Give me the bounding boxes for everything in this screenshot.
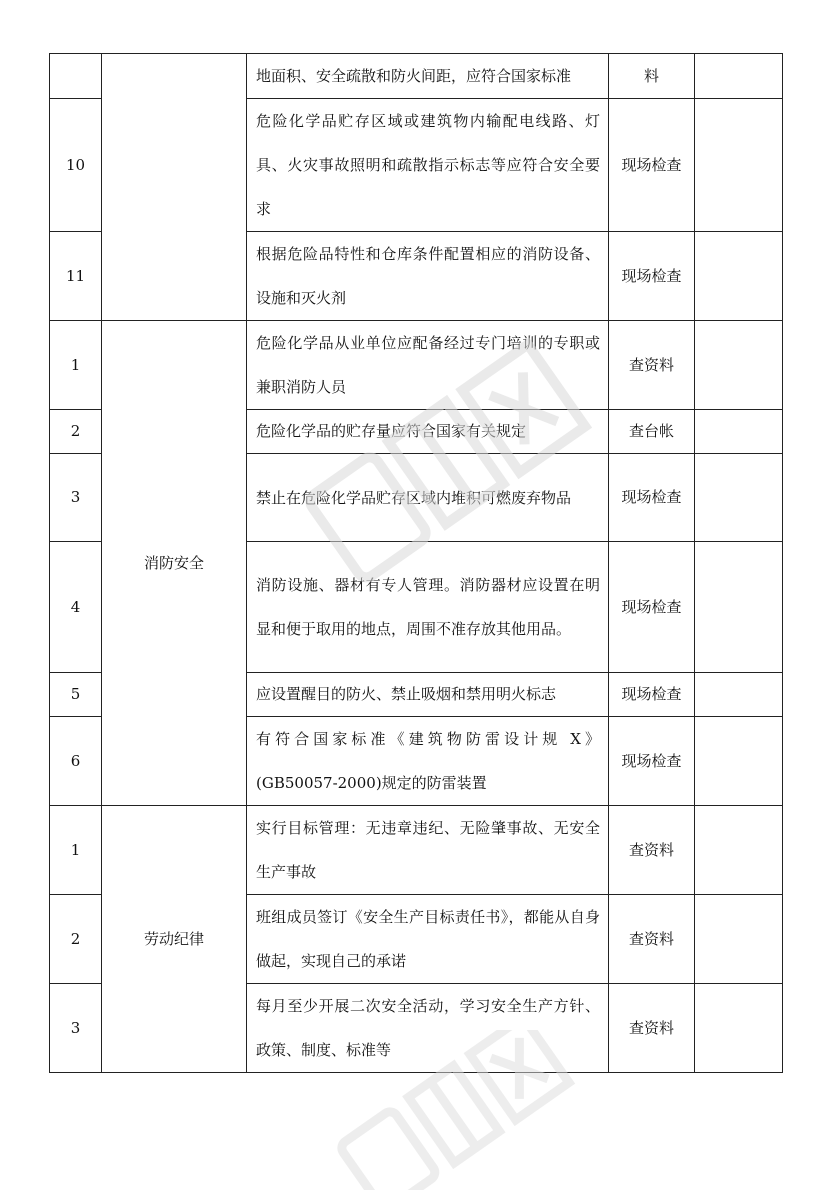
result-cell: [695, 984, 783, 1073]
row-number: 1: [50, 806, 102, 895]
result-cell: [695, 717, 783, 806]
result-cell: [695, 321, 783, 410]
table-row: [50, 806, 783, 895]
check-content: 危险化学品从业单位应配备经过专门培训的专职或兼职消防人员: [247, 321, 609, 410]
check-content: 消防设施、器材有专人管理。消防器材应设置在明显和便于取用的地点，周围不准存放其他用品。: [247, 542, 609, 673]
check-method: 现场检查: [609, 99, 695, 232]
check-content: 班组成员签订《安全生产目标责任书》，都能从自身做起，实现自己的承诺: [247, 895, 609, 984]
check-method: 查资料: [609, 984, 695, 1073]
check-content: 地面积、安全疏散和防火间距，应符合国家标准: [247, 54, 609, 99]
check-method: 查资料: [609, 806, 695, 895]
check-method: 现场检查: [609, 232, 695, 321]
check-method: 现场检查: [609, 717, 695, 806]
check-method: 查资料: [609, 321, 695, 410]
row-number: 1: [50, 321, 102, 410]
inspection-table-container: [49, 53, 783, 1073]
result-cell: [695, 232, 783, 321]
row-number: 3: [50, 454, 102, 542]
category-cell: 消防安全: [102, 321, 247, 806]
result-cell: [695, 54, 783, 99]
table-row: [50, 321, 783, 410]
row-number: [50, 54, 102, 99]
check-method: 现场检查: [609, 542, 695, 673]
row-number: 11: [50, 232, 102, 321]
check-content: 应设置醒目的防火、禁止吸烟和禁用明火标志: [247, 673, 609, 717]
check-content: 禁止在危险化学品贮存区域内堆积可燃废弃物品: [247, 454, 609, 542]
result-cell: [695, 895, 783, 984]
inspection-table: [49, 53, 783, 1073]
row-number: 10: [50, 99, 102, 232]
check-content: 危险化学品贮存区域或建筑物内输配电线路、灯具、火灾事故照明和疏散指示标志等应符合安全要求: [247, 99, 609, 232]
row-number: 3: [50, 984, 102, 1073]
result-cell: [695, 542, 783, 673]
result-cell: [695, 410, 783, 454]
row-number: 6: [50, 717, 102, 806]
check-content: 实行目标管理：无违章违纪、无险肇事故、无安全生产事故: [247, 806, 609, 895]
result-cell: [695, 454, 783, 542]
check-method: 料: [609, 54, 695, 99]
check-method: 现场检查: [609, 454, 695, 542]
category-cell: [102, 54, 247, 321]
check-content: 每月至少开展二次安全活动，学习安全生产方针、政策、制度、标准等: [247, 984, 609, 1073]
check-content: 危险化学品的贮存量应符合国家有关规定: [247, 410, 609, 454]
row-number: 4: [50, 542, 102, 673]
check-content: 有符合国家标准《建筑物防雷设计规 X》(GB50057-2000)规定的防雷装置: [247, 717, 609, 806]
check-method: 现场检查: [609, 673, 695, 717]
row-number: 2: [50, 410, 102, 454]
result-cell: [695, 806, 783, 895]
check-method: 查资料: [609, 895, 695, 984]
table-row: [50, 54, 783, 99]
check-content: 根据危险品特性和仓库条件配置相应的消防设备、设施和灭火剂: [247, 232, 609, 321]
check-method: 查台帐: [609, 410, 695, 454]
row-number: 5: [50, 673, 102, 717]
result-cell: [695, 99, 783, 232]
row-number: 2: [50, 895, 102, 984]
category-cell: 劳动纪律: [102, 806, 247, 1073]
result-cell: [695, 673, 783, 717]
